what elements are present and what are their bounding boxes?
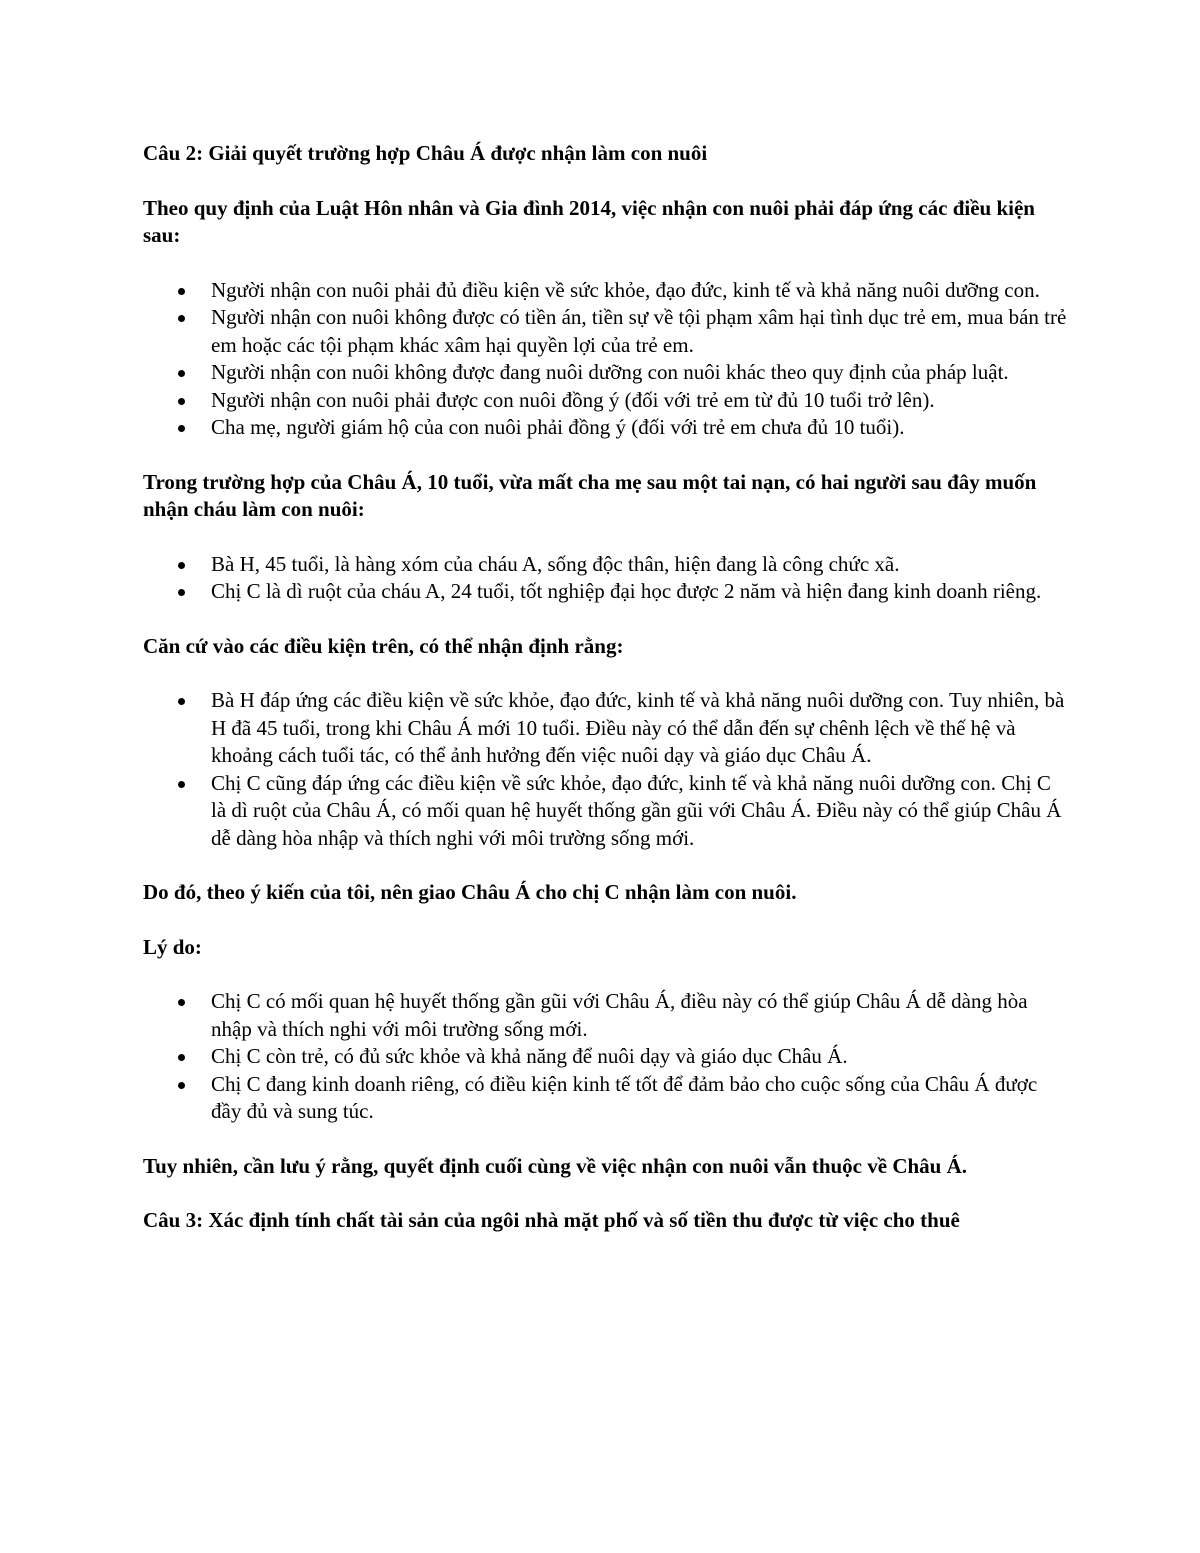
question-2-heading: Câu 2: Giải quyết trường hợp Châu Á được nhận làm con nuôi [143, 141, 708, 165]
list-item: Người nhận con nuôi phải được con nuôi đồng ý (đối với trẻ em từ đủ 10 tuổi trở lên). [211, 387, 1068, 415]
conclusion: Do đó, theo ý kiến của tôi, nên giao Châu Á cho chị C nhận làm con nuôi. [143, 880, 797, 904]
assessment-intro: Căn cứ vào các điều kiện trên, có thể nhận định rằng: [143, 633, 624, 658]
list-item: Người nhận con nuôi không được có tiền án, tiền sự về tội phạm xâm hại tình dục trẻ em, mua bán trẻ em hoặc các tội phạm khác xâm hại quyền lợi của trẻ em. [211, 304, 1068, 359]
list-item: Chị C có mối quan hệ huyết thống gần gũi với Châu Á, điều này có thể giúp Châu Á dễ dàng hòa nhập và thích nghi với môi trường sống mới. [211, 988, 1068, 1043]
assessments-list [143, 687, 1068, 852]
candidates-list [143, 551, 1068, 606]
document-page [143, 140, 1068, 1262]
list-item: Chị C đang kinh doanh riêng, có điều kiện kinh tế tốt để đảm bảo cho cuộc sống của Châu Á được đầy đủ và sung túc. [211, 1071, 1068, 1126]
list-item: Người nhận con nuôi không được đang nuôi dưỡng con nuôi khác theo quy định của pháp luật. [211, 359, 1068, 387]
conditions-list [143, 277, 1068, 442]
conditions-intro: Theo quy định của Luật Hôn nhân và Gia đình 2014, việc nhận con nuôi phải đáp ứng các điều kiện sau: [143, 195, 1035, 247]
list-item: Chị C cũng đáp ứng các điều kiện về sức khỏe, đạo đức, kinh tế và khả năng nuôi dưỡng con. Chị C là dì ruột của Châu Á, có mối quan hệ huyết thống gần gũi với Châu Á. Điều này có thể giúp Châu Á dễ dàng hòa nhập và thích nghi với môi trường sống mới. [211, 770, 1068, 853]
list-item: Chị C là dì ruột của cháu A, 24 tuổi, tốt nghiệp đại học được 2 năm và hiện đang kinh doanh riêng. [211, 578, 1068, 606]
reasons-list [143, 988, 1068, 1126]
list-item: Cha mẹ, người giám hộ của con nuôi phải đồng ý (đối với trẻ em chưa đủ 10 tuổi). [211, 414, 1068, 442]
note: Tuy nhiên, cần lưu ý rằng, quyết định cuối cùng về việc nhận con nuôi vẫn thuộc về Châu Á. [143, 1153, 968, 1178]
list-item: Chị C còn trẻ, có đủ sức khỏe và khả năng để nuôi dạy và giáo dục Châu Á. [211, 1043, 1068, 1071]
list-item: Người nhận con nuôi phải đủ điều kiện về sức khỏe, đạo đức, kinh tế và khả năng nuôi dưỡng con. [211, 277, 1068, 305]
list-item: Bà H, 45 tuổi, là hàng xóm của cháu A, sống độc thân, hiện đang là công chức xã. [211, 551, 1068, 579]
reasons-label: Lý do: [143, 934, 202, 959]
list-item: Bà H đáp ứng các điều kiện về sức khỏe, đạo đức, kinh tế và khả năng nuôi dưỡng con. Tuy nhiên, bà H đã 45 tuổi, trong khi Châu Á mới 10 tuổi. Điều này có thể dẫn đến sự chênh lệch về thế hệ và khoảng cách tuổi tác, có thể ảnh hưởng đến việc nuôi dạy và giáo dục Châu Á. [211, 687, 1068, 770]
case-intro: Trong trường hợp của Châu Á, 10 tuổi, vừa mất cha mẹ sau một tai nạn, có hai người sau đây muốn nhận cháu làm con nuôi: [143, 469, 1037, 521]
question-3-heading: Câu 3: Xác định tính chất tài sản của ngôi nhà mặt phố và số tiền thu được từ việc cho thuê [143, 1208, 960, 1232]
